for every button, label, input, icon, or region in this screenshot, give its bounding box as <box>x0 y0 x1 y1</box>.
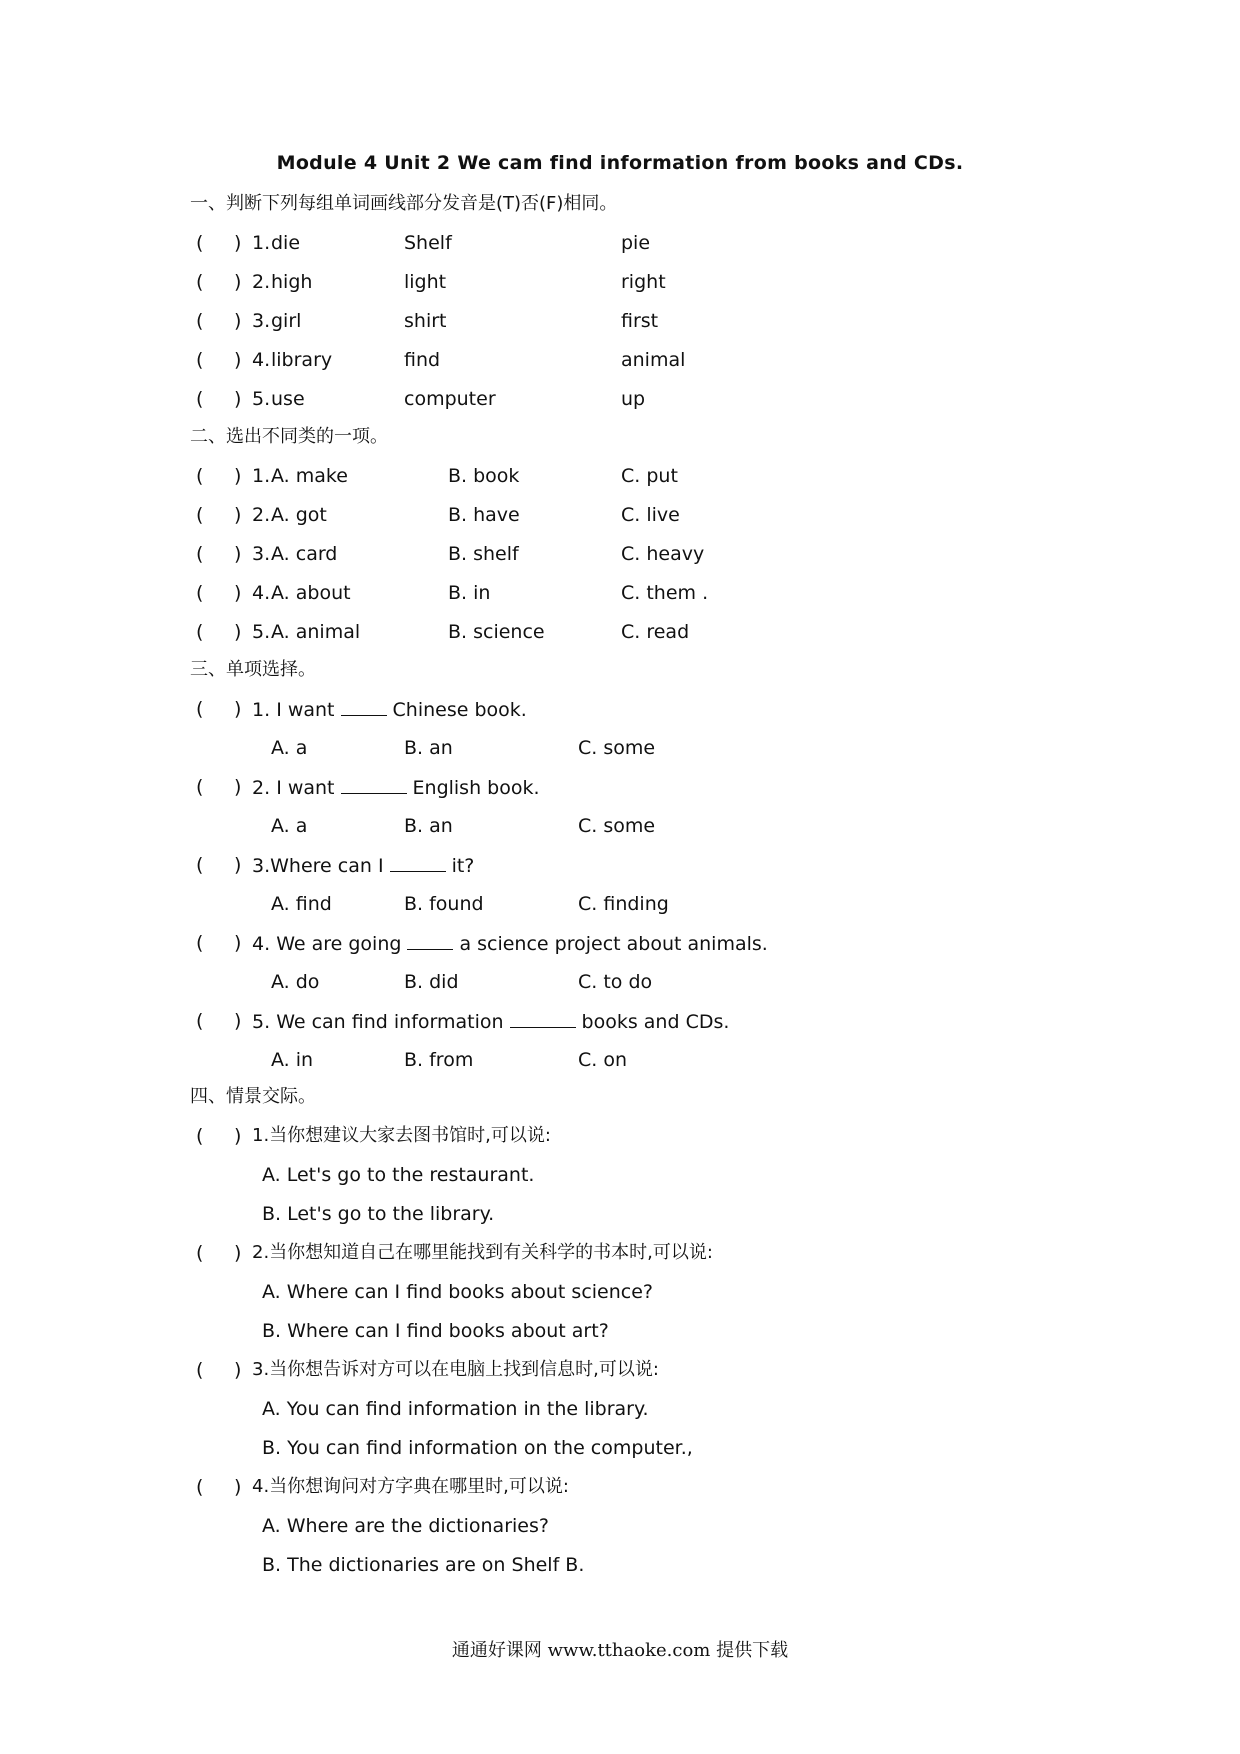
option-a: A. Let's go to the restaurant. <box>262 1164 535 1186</box>
item-number: 4. <box>252 349 271 371</box>
answer-paren: ( <box>196 504 204 526</box>
question-start: I want <box>276 699 335 721</box>
option-a: A. Where can I find books about science? <box>262 1281 653 1303</box>
word-1: use <box>271 388 305 410</box>
section3-heading: 三、单项选择。 <box>190 659 316 680</box>
option-b: B. found <box>404 893 484 915</box>
item-number: 4. <box>252 582 271 604</box>
item-number: 2. <box>252 271 271 293</box>
answer-blank <box>407 931 453 950</box>
option-c: C. them . <box>621 582 709 604</box>
answer-paren-close: ) <box>234 349 242 371</box>
option-b: B. did <box>404 971 459 993</box>
item-number: 2. <box>252 777 271 799</box>
option-b: B. shelf <box>448 543 519 565</box>
answer-blank <box>341 775 407 794</box>
answer-paren: ( <box>196 854 204 876</box>
situation-prompt <box>252 1241 713 1265</box>
answer-paren: ( <box>196 349 204 371</box>
item-number: 5. <box>252 621 271 643</box>
question-end: it? <box>451 855 475 877</box>
option-a: A. You can find information in the library. <box>262 1398 649 1420</box>
answer-paren-close: ) <box>234 621 242 643</box>
item-number: 5. <box>252 388 271 410</box>
option-b: B. You can find information on the computer., <box>262 1437 693 1459</box>
option-a: A. about <box>271 582 351 604</box>
question-text <box>252 697 527 722</box>
situation-prompt <box>252 1124 551 1148</box>
answer-paren-close: ) <box>234 1242 242 1264</box>
item-number: 1. <box>252 232 271 254</box>
answer-paren-close: ) <box>234 776 242 798</box>
item-number: 5. <box>252 1011 271 1033</box>
answer-paren: ( <box>196 1359 204 1381</box>
answer-paren-close: ) <box>234 1359 242 1381</box>
answer-paren: ( <box>196 1125 204 1147</box>
answer-paren-close: ) <box>234 504 242 526</box>
answer-paren-close: ) <box>234 310 242 332</box>
question-end: a science project about animals. <box>459 933 768 955</box>
question-text <box>252 1009 729 1034</box>
answer-paren: ( <box>196 776 204 798</box>
option-b: B. Where can I find books about art? <box>262 1320 609 1342</box>
answer-paren-close: ) <box>234 1476 242 1498</box>
word-2: find <box>404 349 441 371</box>
answer-blank <box>390 853 446 872</box>
answer-paren: ( <box>196 932 204 954</box>
item-number: 2. <box>252 1242 270 1263</box>
answer-paren: ( <box>196 582 204 604</box>
option-a: A. a <box>271 815 308 837</box>
answer-paren: ( <box>196 465 204 487</box>
section4-heading: 四、情景交际。 <box>190 1086 316 1107</box>
word-1: high <box>271 271 313 293</box>
answer-paren-close: ) <box>234 543 242 565</box>
word-2: shirt <box>404 310 447 332</box>
item-number: 2. <box>252 504 271 526</box>
answer-paren: ( <box>196 543 204 565</box>
option-b: B. from <box>404 1049 474 1071</box>
answer-paren-close: ) <box>234 271 242 293</box>
option-a: A. got <box>271 504 327 526</box>
answer-paren-close: ) <box>234 1010 242 1032</box>
word-3: animal <box>621 349 686 371</box>
option-b: B. in <box>448 582 491 604</box>
option-b: B. book <box>448 465 520 487</box>
question-text <box>252 931 768 956</box>
question-end: English book. <box>412 777 540 799</box>
page-title: Module 4 Unit 2 We cam find information from books and CDs. <box>276 152 964 174</box>
prompt-text: 当你想询问对方字典在哪里时,可以说: <box>269 1476 569 1497</box>
word-3: pie <box>621 232 651 254</box>
option-c: C. some <box>578 815 656 837</box>
word-1: die <box>271 232 301 254</box>
answer-paren: ( <box>196 271 204 293</box>
option-a: A. make <box>271 465 348 487</box>
section1-heading: 一、判断下列每组单词画线部分发音是(T)否(F)相同。 <box>190 193 618 214</box>
answer-paren: ( <box>196 1476 204 1498</box>
option-c: C. finding <box>578 893 669 915</box>
question-start: We can find information <box>276 1011 504 1033</box>
option-b: B. have <box>448 504 520 526</box>
word-3: up <box>621 388 646 410</box>
answer-blank <box>510 1009 576 1028</box>
item-number: 4. <box>252 933 271 955</box>
answer-blank <box>341 697 387 716</box>
answer-paren-close: ) <box>234 232 242 254</box>
option-a: A. animal <box>271 621 361 643</box>
prompt-text: 当你想告诉对方可以在电脑上找到信息时,可以说: <box>269 1359 659 1380</box>
prompt-text: 当你想知道自己在哪里能找到有关科学的书本时,可以说: <box>269 1242 713 1263</box>
option-c: C. heavy <box>621 543 705 565</box>
option-b: B. an <box>404 815 453 837</box>
question-start: We are going <box>276 933 402 955</box>
answer-paren-close: ) <box>234 932 242 954</box>
answer-paren-close: ) <box>234 698 242 720</box>
item-number: 1. <box>252 1125 270 1146</box>
answer-paren-close: ) <box>234 582 242 604</box>
option-a: A. Where are the dictionaries? <box>262 1515 549 1537</box>
answer-paren: ( <box>196 1242 204 1264</box>
answer-paren: ( <box>196 698 204 720</box>
question-text <box>252 853 474 878</box>
question-end: Chinese book. <box>392 699 527 721</box>
word-3: right <box>621 271 666 293</box>
option-c: C. to do <box>578 971 653 993</box>
option-b: B. The dictionaries are on Shelf B. <box>262 1554 585 1576</box>
option-a: A. find <box>271 893 332 915</box>
answer-paren: ( <box>196 310 204 332</box>
option-c: C. on <box>578 1049 628 1071</box>
word-2: computer <box>404 388 496 410</box>
answer-paren: ( <box>196 232 204 254</box>
word-1: library <box>271 349 333 371</box>
item-number: 3. <box>252 855 271 877</box>
question-text <box>252 775 540 800</box>
situation-prompt <box>252 1358 659 1382</box>
item-number: 3. <box>252 543 271 565</box>
option-b: B. Let's go to the library. <box>262 1203 495 1225</box>
item-number: 1. <box>252 465 271 487</box>
situation-prompt <box>252 1475 569 1499</box>
question-start: I want <box>276 777 335 799</box>
question-start: Where can I <box>270 855 384 877</box>
word-2: Shelf <box>404 232 452 254</box>
item-number: 3. <box>252 310 271 332</box>
word-2: light <box>404 271 447 293</box>
option-c: C. read <box>621 621 690 643</box>
answer-paren-close: ) <box>234 388 242 410</box>
word-3: first <box>621 310 659 332</box>
question-end: books and CDs. <box>581 1011 730 1033</box>
prompt-text: 当你想建议大家去图书馆时,可以说: <box>269 1125 551 1146</box>
page-footer: 通通好课网 www.tthaoke.com 提供下载 <box>451 1640 789 1661</box>
item-number: 1. <box>252 699 271 721</box>
option-b: B. science <box>448 621 545 643</box>
answer-paren-close: ) <box>234 854 242 876</box>
option-a: A. card <box>271 543 338 565</box>
answer-paren-close: ) <box>234 465 242 487</box>
answer-paren: ( <box>196 621 204 643</box>
item-number: 3. <box>252 1359 270 1380</box>
answer-paren-close: ) <box>234 1125 242 1147</box>
section2-heading: 二、选出不同类的一项。 <box>190 426 388 447</box>
item-number: 4. <box>252 1476 270 1497</box>
word-1: girl <box>271 310 302 332</box>
option-c: C. put <box>621 465 678 487</box>
option-c: C. some <box>578 737 656 759</box>
option-b: B. an <box>404 737 453 759</box>
answer-paren: ( <box>196 388 204 410</box>
option-c: C. live <box>621 504 680 526</box>
option-a: A. a <box>271 737 308 759</box>
option-a: A. do <box>271 971 320 993</box>
answer-paren: ( <box>196 1010 204 1032</box>
option-a: A. in <box>271 1049 314 1071</box>
